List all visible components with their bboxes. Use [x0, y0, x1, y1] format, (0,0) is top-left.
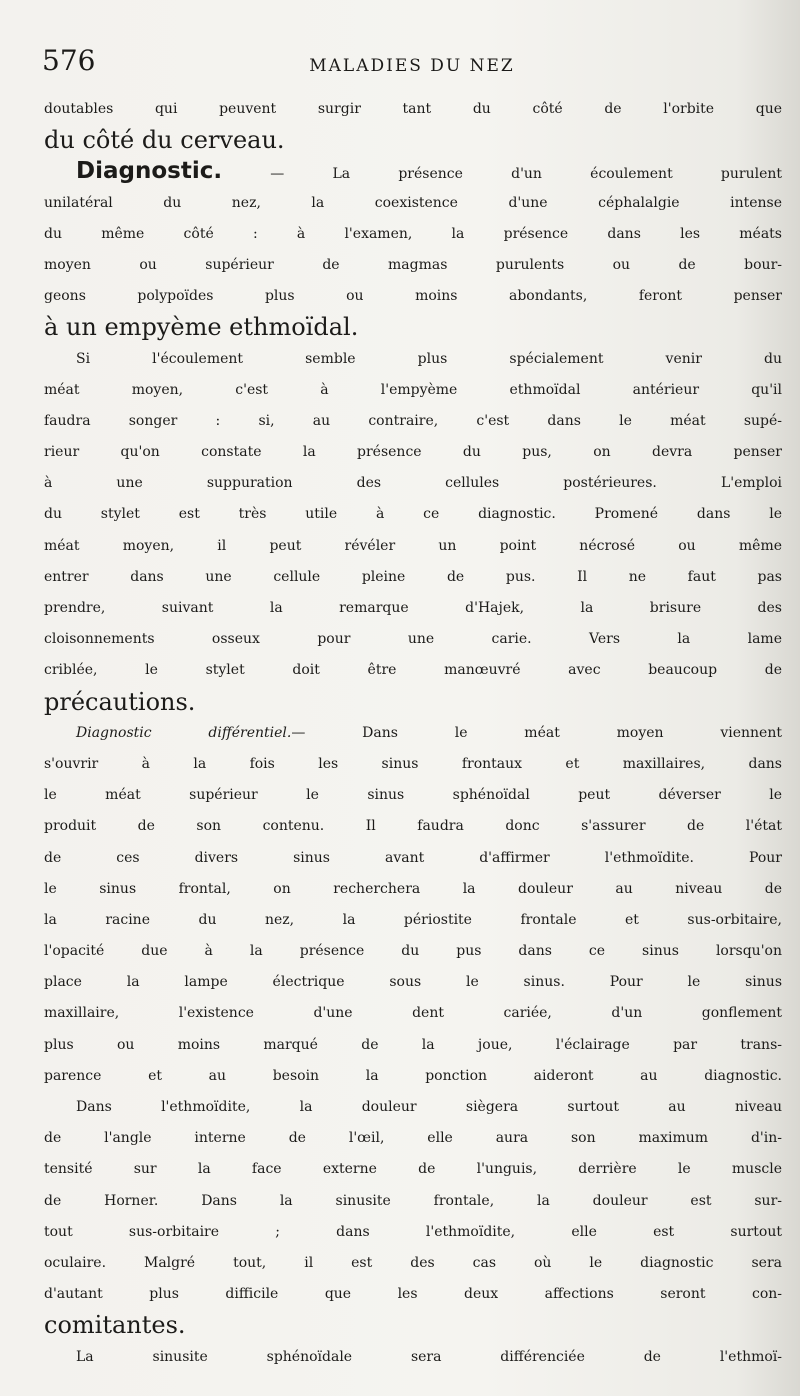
text-line: plus ou moins marqué de la joue, l'éclairage par trans- [44, 1036, 782, 1053]
text-line: parence et au besoin la ponction aideront au diagnostic. [44, 1067, 782, 1084]
text-line: comitantes. [44, 1311, 186, 1340]
text-line [44, 156, 782, 187]
text-run: — Dans le méat moyen viennent [291, 724, 782, 741]
text-line: le sinus frontal, on recherchera la douleur au niveau de [44, 880, 782, 897]
text-line: à une suppuration des cellules postérieures. L'emploi [44, 475, 782, 492]
text-line [44, 718, 782, 749]
text-line: oculaire. Malgré tout, il est des cas où le diagnostic sera [44, 1254, 782, 1271]
text-line: place la lampe électrique sous le sinus. Pour le sinus [44, 974, 782, 991]
text-line: unilatéral du nez, la coexistence d'une céphalalgie intense [44, 194, 782, 211]
text-line: faudra songer : si, au contraire, c'est dans le méat supé- [44, 412, 782, 429]
text-line: du stylet est très utile à ce diagnostic. Promené dans le [44, 506, 782, 523]
section-heading: Diagnostic. [76, 158, 223, 185]
text-line: de l'angle interne de l'œil, elle aura son maximum d'in- [44, 1130, 782, 1147]
text-line: s'ouvrir à la fois les sinus frontaux et maxillaires, dans [44, 755, 782, 772]
text-line: La sinusite sphénoïdale sera différenciée de l'ethmoï- [76, 1348, 782, 1365]
text-line: entrer dans une cellule pleine de pus. Il ne faut pas [44, 568, 782, 585]
text-line: cloisonnements osseux pour une carie. Vers la lame [44, 631, 782, 648]
text-line: d'autant plus difficile que les deux affections seront con- [44, 1286, 782, 1303]
text-line: maxillaire, l'existence d'une dent cariée, d'un gonflement [44, 1005, 782, 1022]
text-line: doutables qui peuvent surgir tant du côté de l'orbite que [44, 101, 782, 117]
text-line: le méat supérieur le sinus sphénoïdal peut déverser le [44, 787, 782, 804]
text-line: Dans l'ethmoïdite, la douleur siègera surtout au niveau [76, 1099, 782, 1115]
text-line: l'opacité due à la présence du pus dans ce sinus lorsqu'on [44, 943, 782, 960]
text-line: geons polypoïdes plus ou moins abondants, feront penser [44, 288, 782, 305]
text-line: du même côté : à l'examen, la présence dans les méats [44, 225, 782, 242]
running-title: MALADIES DU NEZ [309, 56, 515, 76]
text-line: prendre, suivant la remarque d'Hajek, la brisure des [44, 600, 782, 616]
text-line: de ces divers sinus avant d'affirmer l'ethmoïdite. Pour [44, 849, 782, 866]
text-line: à un empyème ethmoïdal. [44, 313, 359, 342]
text-line: produit de son contenu. Il faudra donc s'assurer de l'état [44, 818, 782, 835]
page-header [42, 44, 782, 84]
page-number: 576 [42, 44, 96, 77]
body-text [44, 94, 782, 1373]
text-line: précautions. [44, 687, 196, 716]
text-line: tout sus-orbitaire ; dans l'ethmoïdite, elle est surtout [44, 1223, 782, 1240]
text-line: tensité sur la face externe de l'unguis, derrière le muscle [44, 1161, 782, 1178]
text-line: moyen ou supérieur de magmas purulents ou de bour- [44, 256, 782, 273]
text-line: la racine du nez, la périostite frontale et sus-orbitaire, [44, 911, 782, 928]
text-line: du côté du cerveau. [44, 126, 285, 155]
text-line: de Horner. Dans la sinusite frontale, la douleur est sur- [44, 1192, 782, 1209]
section-heading: Diagnostic différentiel. [76, 724, 292, 741]
text-line: méat moyen, il peut révéler un point nécrosé ou même [44, 537, 782, 554]
text-line: Si l'écoulement semble plus spécialement venir du [76, 350, 782, 367]
text-line: rieur qu'on constate la présence du pus, on devra penser [44, 444, 782, 461]
text-line: criblée, le stylet doit être manœuvré avec beaucoup de [44, 662, 782, 679]
text-run: — La présence d'un écoulement purulent [222, 166, 782, 183]
text-line: méat moyen, c'est à l'empyème ethmoïdal antérieur qu'il [44, 381, 782, 398]
